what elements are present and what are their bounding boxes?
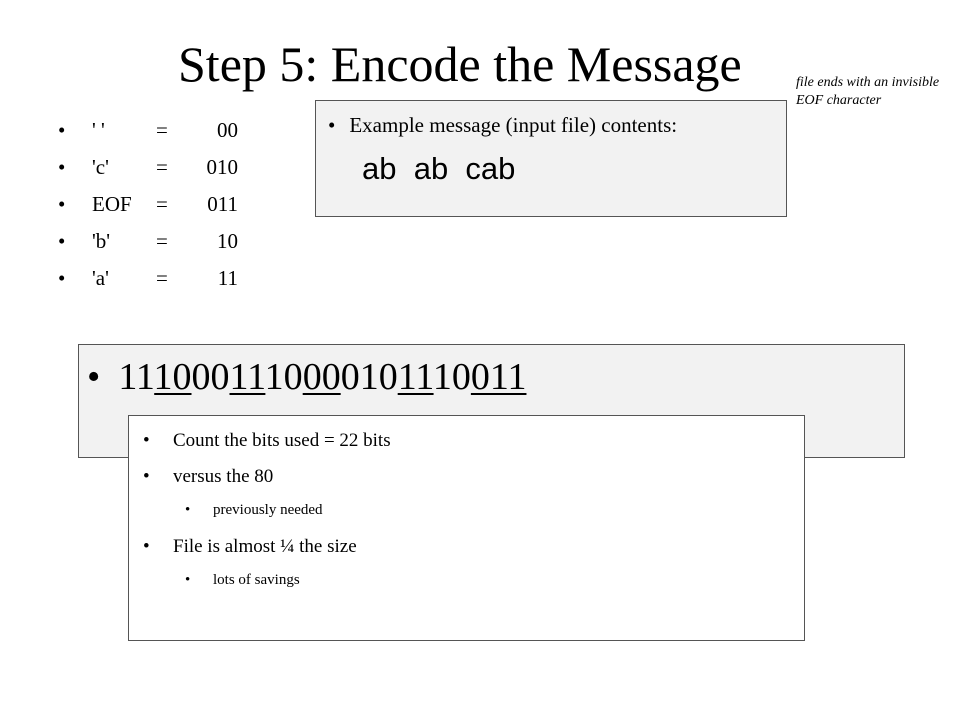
summary-item-text: versus the 80 (173, 466, 274, 487)
summary-item (143, 500, 391, 534)
bullet-icon: • (143, 466, 150, 487)
summary-item (143, 464, 391, 500)
bullet-icon: • (58, 266, 66, 290)
code-value: 010 (206, 155, 238, 179)
bullet-icon: • (143, 430, 150, 451)
example-message-box (315, 100, 787, 217)
code-symbol: 'b' (92, 229, 111, 253)
bullet-icon: • (58, 155, 66, 179)
code-symbol: EOF (92, 192, 132, 216)
bullet-icon: • (58, 229, 66, 253)
bit-segment: 011 (470, 356, 527, 398)
summary-item (143, 428, 391, 464)
encoded-bits-line (87, 355, 526, 399)
bit-segment: 10 (154, 356, 192, 398)
summary-item-text: lots of savings (213, 572, 300, 588)
summary-list (143, 428, 391, 604)
bit-segment: 11 (397, 356, 434, 398)
bit-segment: 10 (433, 356, 471, 398)
encoded-bitstring (118, 356, 526, 398)
code-symbol: 'a' (92, 266, 109, 290)
bullet-icon: • (185, 502, 191, 518)
bullet-icon: • (185, 572, 191, 588)
bullet-icon: • (143, 536, 150, 557)
summary-item-text: File is almost ¼ the size (173, 536, 357, 557)
bit-segment: 010 (340, 356, 398, 398)
bullet-icon: • (87, 356, 101, 398)
code-symbol: 'c' (92, 155, 109, 179)
code-value: 011 (207, 192, 238, 216)
summary-item (143, 570, 391, 604)
bullet-icon: • (328, 113, 336, 137)
bit-count-summary-box (128, 415, 805, 641)
equals-sign: = (156, 118, 168, 142)
bit-segment: 00 (191, 356, 230, 398)
bit-segment: 10 (265, 356, 303, 398)
code-value: 00 (217, 118, 238, 142)
eof-side-note: file ends with an invisible EOF character (796, 75, 940, 108)
bit-segment: 11 (229, 356, 266, 398)
code-value: 11 (217, 266, 238, 290)
example-label: Example message (input file) contents: (349, 113, 678, 137)
bullet-icon: • (58, 192, 66, 216)
example-label-line (328, 113, 677, 138)
bullet-icon: • (58, 118, 66, 142)
code-symbol: ' ' (92, 118, 105, 142)
equals-sign: = (156, 192, 168, 216)
bit-segment: 00 (302, 356, 341, 398)
example-message: ab ab cab (362, 151, 516, 186)
equals-sign: = (156, 266, 168, 290)
bit-segment: 11 (118, 356, 155, 398)
summary-item-text: previously needed (213, 502, 323, 518)
code-value: 10 (217, 229, 238, 253)
equals-sign: = (156, 155, 168, 179)
summary-item-text: Count the bits used = 22 bits (173, 430, 391, 451)
summary-item (143, 534, 391, 570)
equals-sign: = (156, 229, 168, 253)
slide-title: Step 5: Encode the Message (178, 36, 742, 92)
